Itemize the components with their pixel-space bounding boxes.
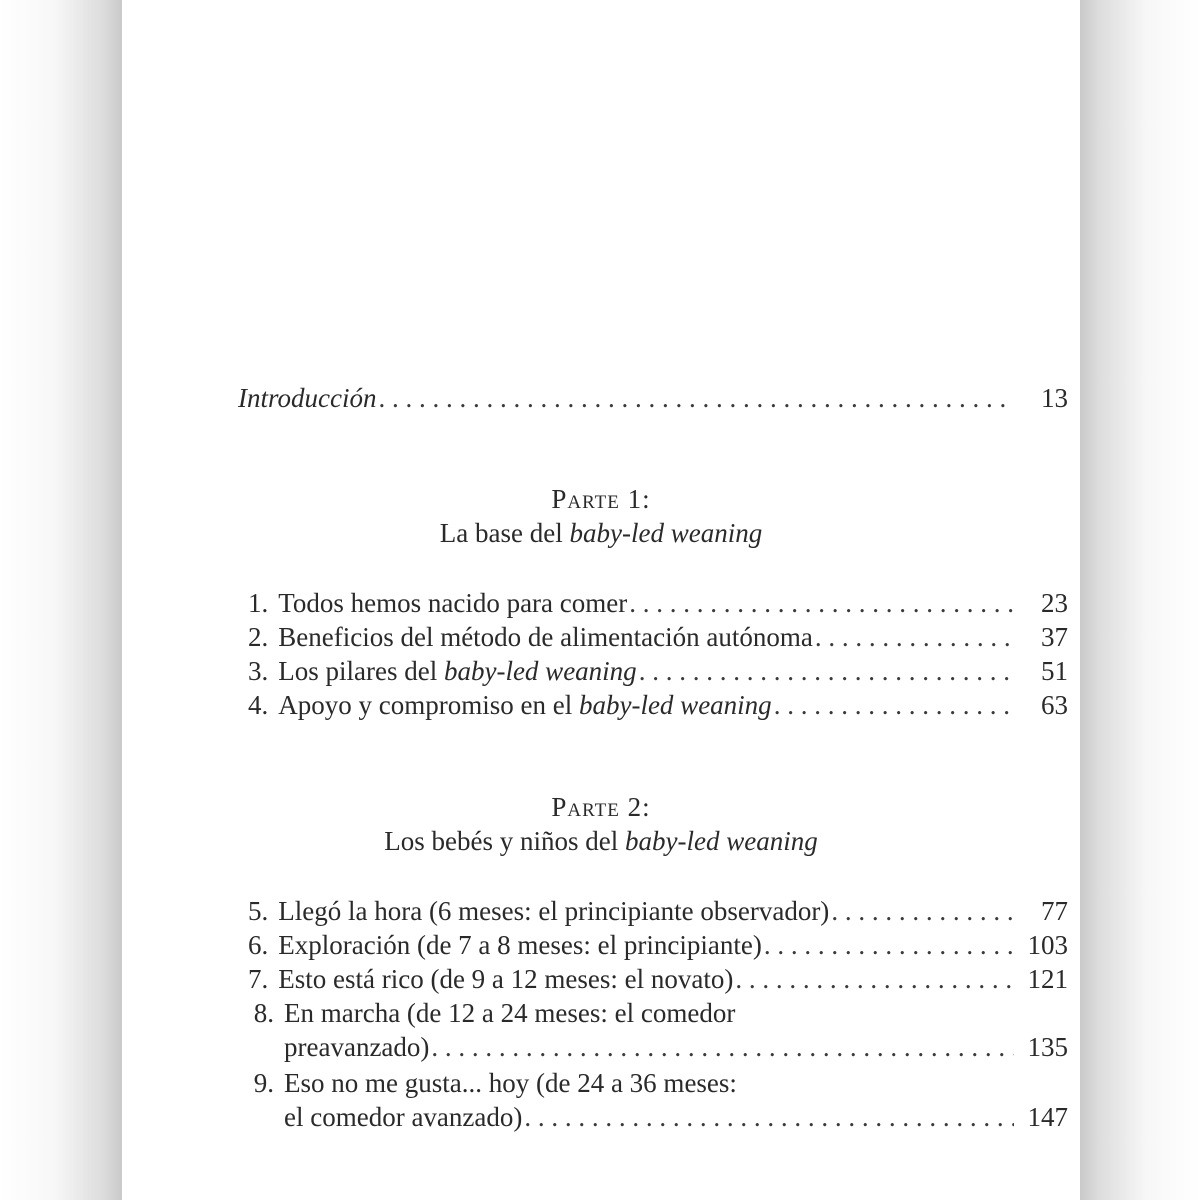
toc-page-number: 23 [1041, 588, 1068, 618]
toc-entry-chapter-5: 5. Llegó la hora (6 meses: el principiante observador) . . . 77 [248, 894, 1068, 928]
toc-entry-title: Todos hemos nacido para comer [278, 588, 628, 618]
toc-entry-intro [238, 381, 1068, 415]
toc-entry-chapter-3: 3. Los pilares del baby-led weaning . . . 51 [248, 654, 1068, 688]
toc-page-number: 77 [1041, 896, 1068, 926]
dot-leader [764, 928, 1014, 962]
toc-page-number: 103 [1027, 930, 1068, 960]
toc-entry-chapter-1: 1. Todos hemos nacido para comer . . . 23 [248, 586, 1068, 620]
toc-entry-chapter-4: 4. Apoyo y compromiso en el baby-led weaning . . . 63 [248, 688, 1068, 722]
dot-leader [629, 586, 1014, 620]
toc-entry-title: el comedor avanzado) [284, 1102, 523, 1132]
toc-entry-title: Apoyo y compromiso en el baby-led weaning [278, 690, 772, 720]
toc-entry-chapter-2: 2. Beneficios del método de alimentación autónoma . . . 37 [248, 620, 1068, 654]
toc-page-number: 135 [1027, 1032, 1068, 1062]
toc-entry-title: Exploración (de 7 a 8 meses: el principiante) [278, 930, 762, 960]
dot-leader [378, 381, 1014, 415]
toc-entry-chapter-9-continued [284, 1100, 1068, 1134]
dot-leader [774, 688, 1014, 722]
toc-entry-chapter-7: 7. Esto está rico (de 9 a 12 meses: el novato) . . . 121 [248, 962, 1068, 996]
toc-entry-title: Los pilares del baby-led weaning [278, 656, 637, 686]
toc-entry-title: preavanzado) [284, 1032, 430, 1062]
dot-leader [735, 962, 1013, 996]
toc-entry-chapter-9: 9. Eso no me gusta... hoy (de 24 a 36 meses: [253, 1068, 737, 1098]
toc-entry-chapter-6: 6. Exploración (de 7 a 8 meses: el principiante) . . . 103 [248, 928, 1068, 962]
toc-page-number: 147 [1027, 1102, 1068, 1132]
dot-leader [524, 1100, 1013, 1134]
toc-entry-chapter-8-continued [284, 1030, 1068, 1064]
part-2-title: Los bebés y niños del baby-led weaning [384, 826, 818, 856]
part-1-label: Parte 1: [551, 484, 651, 514]
toc-entry-title: Beneficios del método de alimentación autónoma [278, 622, 813, 652]
part-1-title: La base del baby-led weaning [439, 518, 763, 548]
toc-page-number: 37 [1041, 622, 1068, 652]
toc-page-number: 13 [1041, 383, 1068, 413]
table-of-contents-page [122, 0, 1080, 1200]
toc-page-number: 63 [1041, 690, 1068, 720]
dot-leader [431, 1030, 1013, 1064]
dot-leader [639, 654, 1014, 688]
toc-entry-title: Introducción [238, 383, 377, 413]
part-2-label: Parte 2: [551, 792, 651, 822]
toc-entry-chapter-8: 8. En marcha (de 12 a 24 meses: el comedor [253, 998, 736, 1028]
toc-entry-title: Llegó la hora (6 meses: el principiante observador) [278, 896, 830, 926]
toc-page-number: 121 [1027, 964, 1068, 994]
page-shadow-left [0, 0, 122, 1200]
toc-entry-title: En marcha (de 12 a 24 meses: el comedor [284, 998, 736, 1028]
dot-leader [831, 894, 1014, 928]
toc-entry-title: Eso no me gusta... hoy (de 24 a 36 meses: [284, 1068, 737, 1098]
page-shadow-right [1080, 0, 1200, 1200]
toc-page-number: 51 [1041, 656, 1068, 686]
toc-entry-title: Esto está rico (de 9 a 12 meses: el novato) [278, 964, 734, 994]
dot-leader [815, 620, 1014, 654]
